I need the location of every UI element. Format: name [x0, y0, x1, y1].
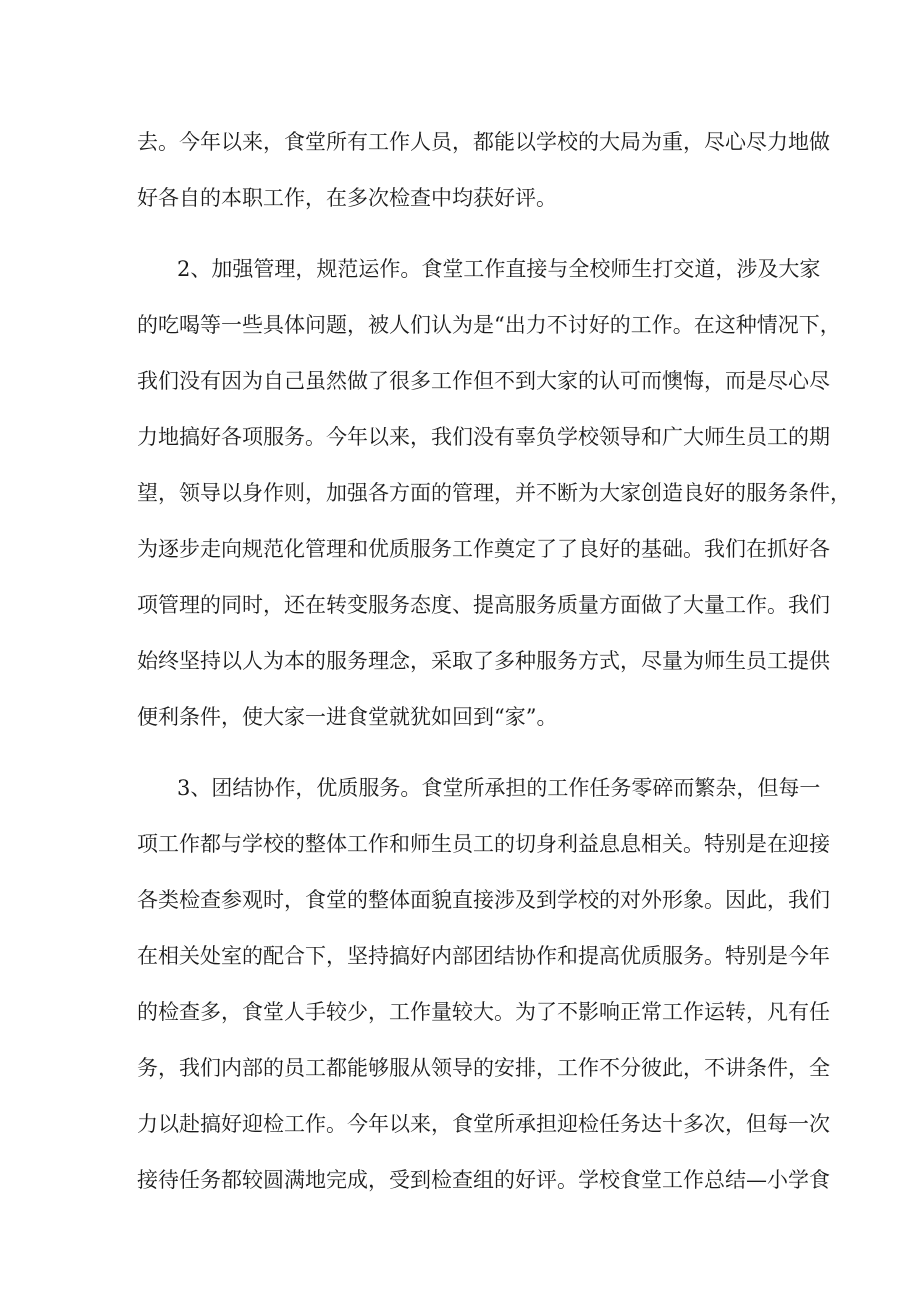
text-line: 始终坚持以人为本的服务理念，采取了多种服务方式，尽量为师生员工提供 [137, 649, 830, 673]
text-line: 力以赴搞好迎检工作。今年以来，食堂所承担迎检任务达十多次，但每一次 [137, 1112, 830, 1136]
text-line: 的吃喝等一些具体问题，被人们认为是“出力不讨好的工作。在这种情况下， [137, 313, 841, 337]
text-line: 3、团结协作，优质服务。食堂所承担的工作任务零碎而繁杂，但每一 [177, 776, 821, 800]
text-line: 接待任务都较圆满地完成，受到检查组的好评。学校食堂工作总结—小学食 [137, 1168, 830, 1192]
text-line: 2、加强管理，规范运作。食堂工作直接与全校师生打交道，涉及大家 [177, 257, 821, 281]
text-line: 我们没有因为自己虽然做了很多工作但不到大家的认可而懊悔，而是尽心尽 [137, 369, 830, 393]
text-line: 力地搞好各项服务。今年以来，我们没有辜负学校领导和广大师生员工的期 [137, 425, 830, 449]
text-line: 项工作都与学校的整体工作和师生员工的切身利益息息相关。特别是在迎接 [137, 832, 830, 856]
text-line: 在相关处室的配合下，坚持搞好内部团结协作和提高优质服务。特别是今年 [137, 944, 830, 968]
text-line: 好各自的本职工作，在多次检查中均获好评。 [137, 186, 557, 210]
text-line: 望，领导以身作则，加强各方面的管理，并不断为大家创造良好的服务条件， [137, 481, 851, 505]
text-line: 为逐步走向规范化管理和优质服务工作奠定了了良好的基础。我们在抓好各 [137, 537, 830, 561]
text-line: 的检查多，食堂人手较少，工作量较大。为了不影响正常工作运转，凡有任 [137, 1000, 830, 1024]
text-line: 各类检查参观时，食堂的整体面貌直接涉及到学校的对外形象。因此，我们 [137, 888, 830, 912]
text-line: 务，我们内部的员工都能够服从领导的安排，工作不分彼此，不讲条件，全 [137, 1056, 830, 1080]
text-line: 便利条件，使大家一进食堂就犹如回到“家”。 [137, 705, 558, 729]
text-line: 去。今年以来，食堂所有工作人员，都能以学校的大局为重，尽心尽力地做 [137, 130, 830, 154]
text-line: 项管理的同时，还在转变服务态度、提高服务质量方面做了大量工作。我们 [137, 593, 830, 617]
